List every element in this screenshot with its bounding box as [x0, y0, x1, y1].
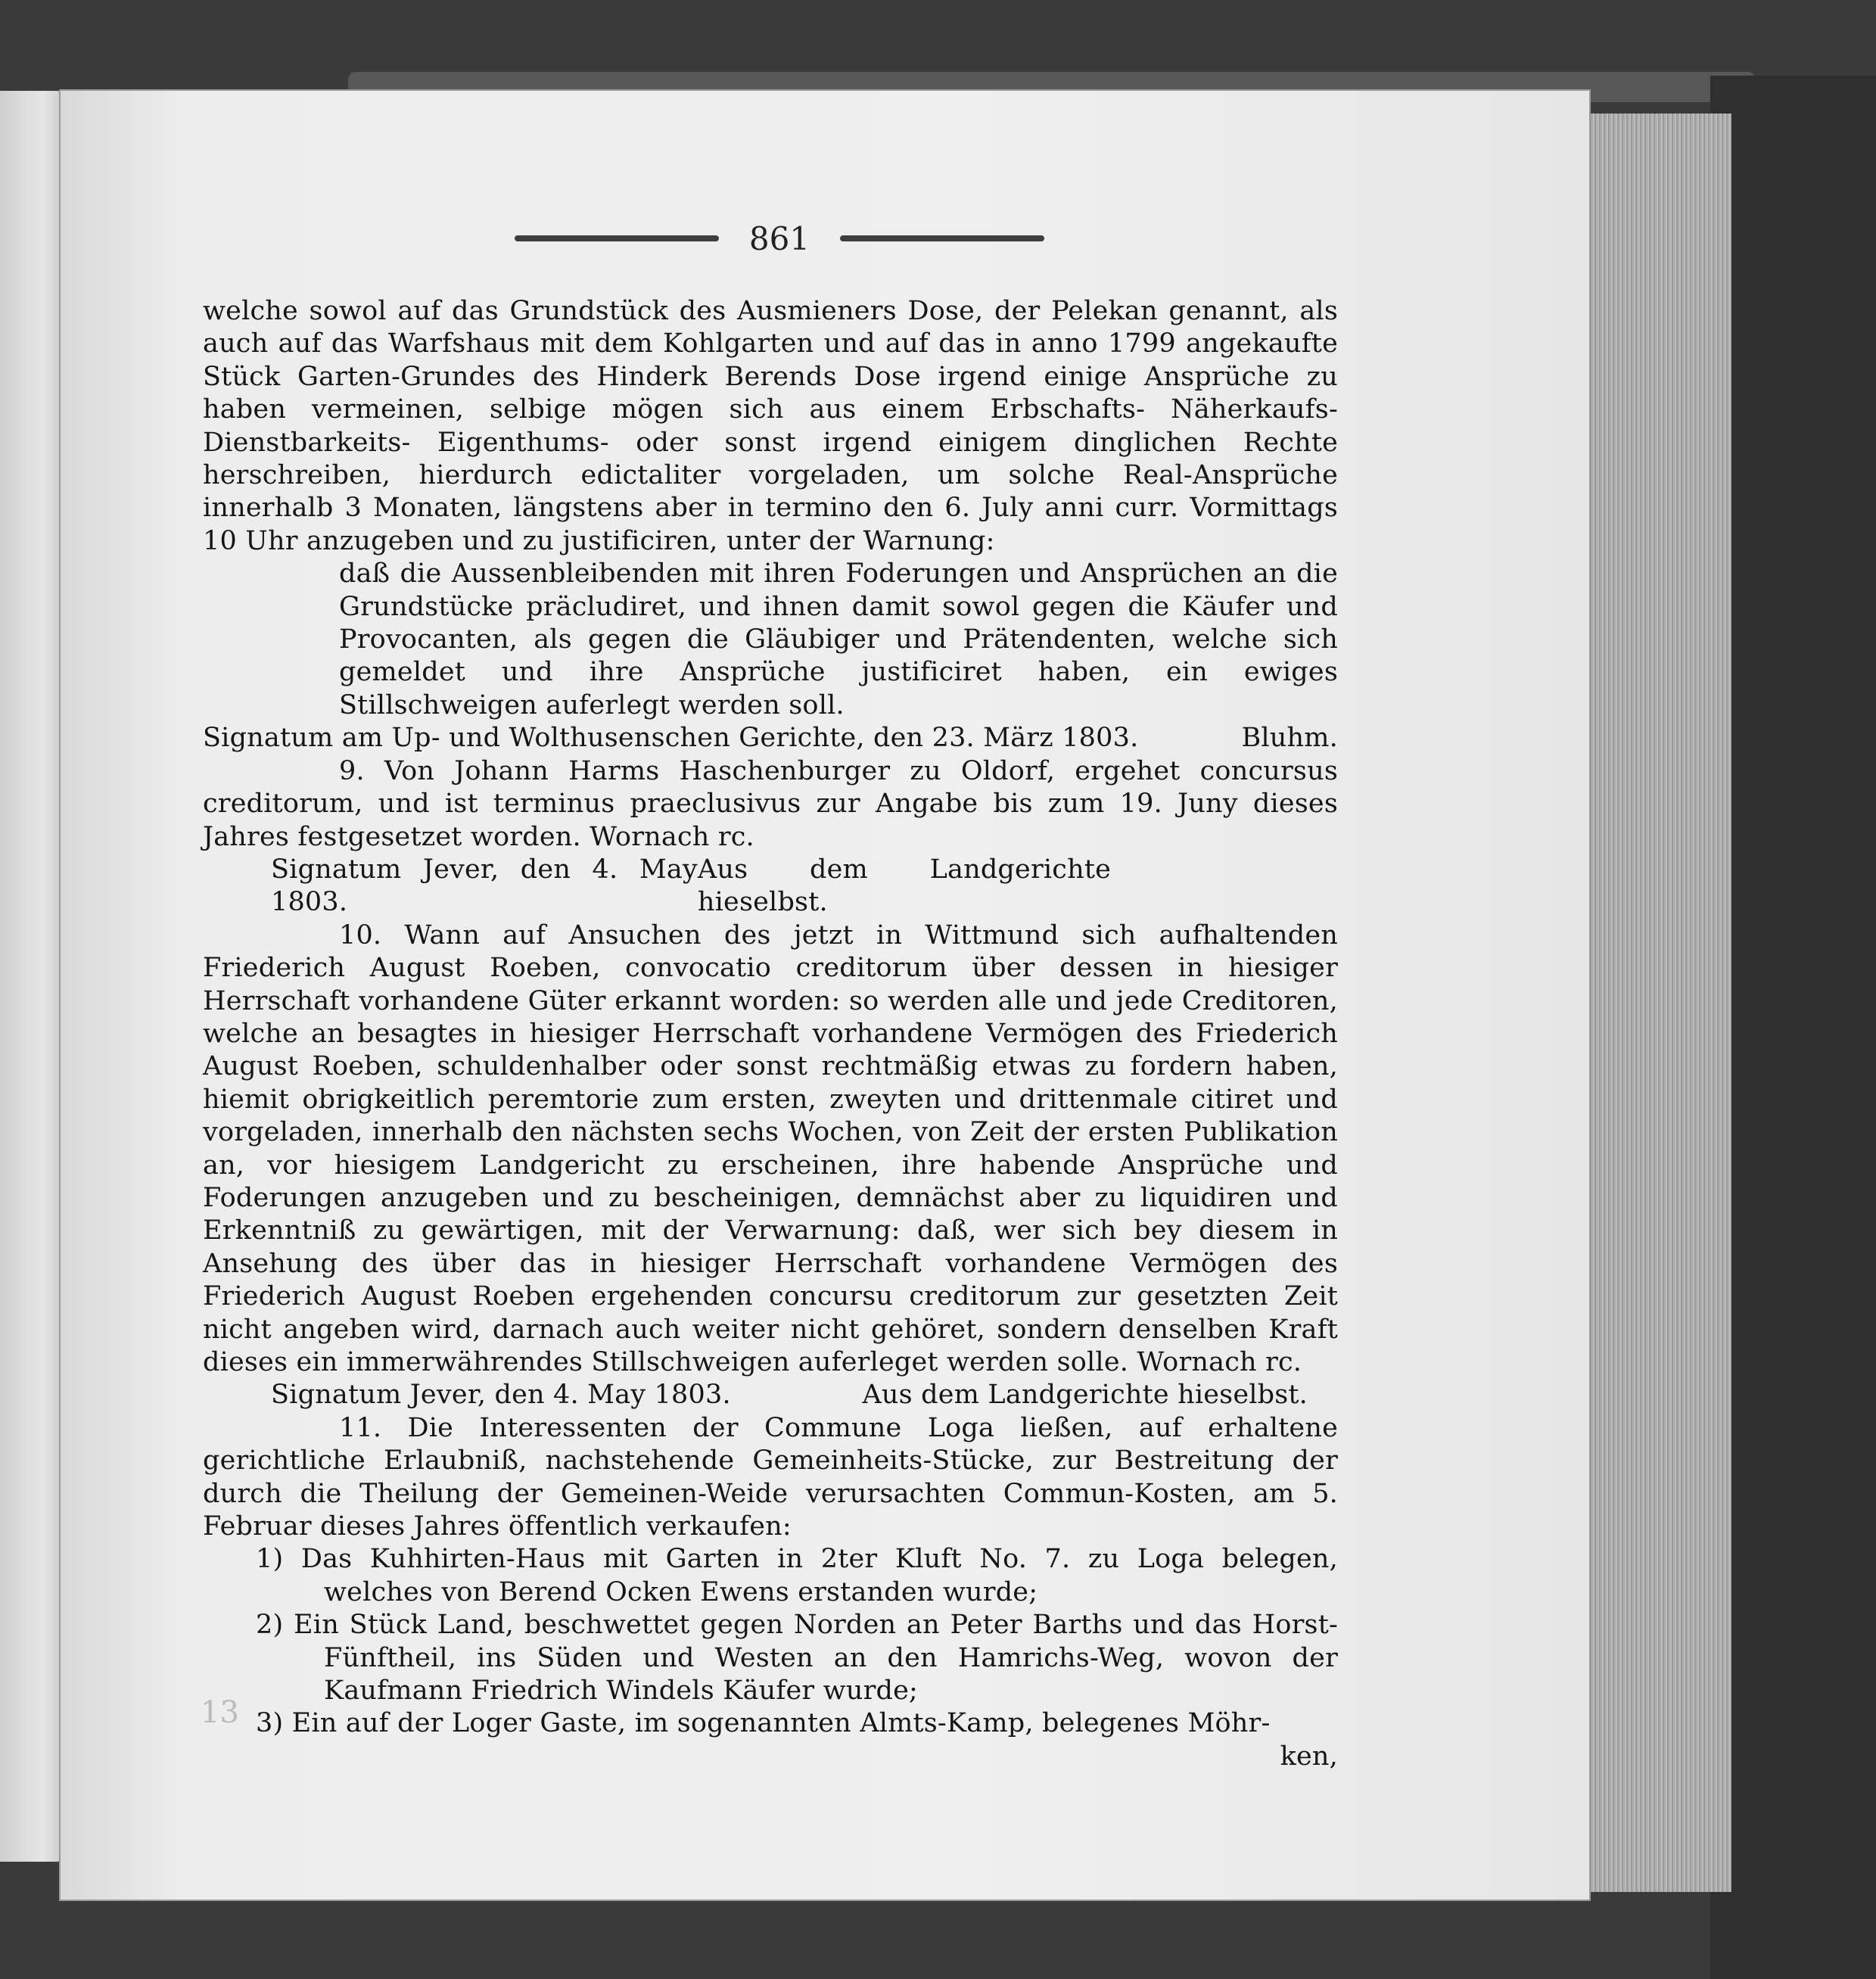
list-item: 1) Das Kuhhirten-Haus mit Garten in 2ter Kluft No. 7. zu Loga belegen, welches von Berend Ocken Ewens erstanden wurde;: [256, 1544, 1338, 1607]
signature-line: [203, 1379, 1338, 1411]
notice-11: 11. Die Interessenten der Commune Loga ließen, auf erhaltene gerichtliche Erlaubniß, nachstehende Gemeinheits-Stücke, zur Bestreitung der durch die Theilung der Gemeinen-Weide verursachten Commun-Kosten, am 5. Februar dieses Jahres öffentlich verkaufen:: [203, 1412, 1338, 1542]
page-body: [203, 295, 1338, 1773]
notice-9: 9. Von Johann Harms Haschenburger zu Oldorf, ergehet concursus creditorum, und ist terminus praeclusivus zur Angabe bis zum 19. Juny dieses Jahres festgesetzet worden. Wornach rc.: [203, 755, 1338, 852]
notice-10: 10. Wann auf Ansuchen des jetzt in Wittmund sich aufhaltenden Friederich August Roeben, convocatio creditorum über dessen in hiesiger Herrschaft vorhandene Güter erkannt worden: so werden alle und jede Creditoren, welche an besagtes in hiesiger Herrschaft vorhandene Vermögen des Friederich August Roeben, schuldenhalber oder sonst rechtmäßig etwas zu fordern haben, hiemit obrigkeitlich peremtorie zum ersten, zweyten und drittenmale citiret und vorgeladen, innerhalb den nächsten sechs Wochen, von Zeit der ersten Publikation an, vor hiesigem Landgericht zu erscheinen, ihre habende Ansprüche und Foderungen anzugeben und zu bescheinigen, demnächst aber zu liquidiren und Erkenntniß zu gewärtigen, mit der Verwarnung: daß, wer sich bey diesem in Ansehung des über das in hiesiger Herrschaft vorhandene Vermögen des Friederich August Roeben ergehenden concursu creditorum zur gesetzten Zeit nicht angeben wird, darnach auch weiter nicht gehöret, sondern denselben Kraft dieses ein immerwährendes Stillschweigen auferleget werden solle. Wornach rc.: [203, 919, 1338, 1377]
paragraph-continuation: welche sowol auf das Grundstück des Ausmieners Dose, der Pelekan genannt, als auch auf das Warfshaus mit dem Kohlgarten und auf das in anno 1799 angekaufte Stück Garten-Grundes des Hinderk Berends Dose irgend einige Ansprüche zu haben vermeinen, selbige mögen sich aus einem Erbschafts- Näherkaufs- Dienstbarkeits- Eigenthums- oder sonst irgend einigem dinglichen Rechte herschreiben, hierdurch edictaliter vorgeladen, um solche Real-Ansprüche innerhalb 3 Monaten, längstens aber in termino den 6. July anni curr. Vormittags 10 Uhr anzugeben und zu justificiren, unter der Warnung:: [203, 296, 1338, 556]
signature-name: Bluhm.: [1241, 723, 1338, 754]
book-binding: [1710, 76, 1876, 1979]
page-header: [499, 216, 1059, 261]
warning-clause: daß die Aussenbleibenden mit ihren Foderungen und Ansprüchen an die Grundstücke präcludiret, und ihnen damit sowol gegen die Käufer und Provocanten, als gegen die Gläubiger und Prätendenten, welche sich gemeldet und ihre Ansprüche justificiret haben, ein ewiges Stillschweigen auferlegt werden soll.: [339, 559, 1338, 720]
marginal-mark: 13: [201, 1695, 239, 1730]
page-number: 861: [748, 219, 810, 257]
signature-authority: Aus dem Landgerichte hieselbst.: [697, 854, 1111, 918]
signature-place-date: Signatum Jever, den 4. May 1803.: [271, 1380, 731, 1411]
header-rule-left: [515, 235, 719, 241]
signature-place-date: Signatum Jever, den 4. May 1803.: [271, 854, 698, 918]
header-rule-right: [840, 235, 1044, 241]
signature-place-date: Signatum am Up- und Wolthusenschen Gerichte, den 23. März 1803.: [203, 723, 1139, 754]
list-item: 3) Ein auf der Loger Gaste, im sogenannten Almts-Kamp, belegenes Möhr-: [256, 1708, 1271, 1739]
list-item: 2) Ein Stück Land, beschwettet gegen Norden an Peter Barths und das Horst-Fünftheil, ins Süden und Westen an den Hamrichs-Weg, wovon der Kaufmann Friedrich Windels Käufer wurde;: [256, 1610, 1338, 1707]
signature-authority: Aus dem Landgerichte hieselbst.: [862, 1380, 1308, 1411]
signature-line: [203, 722, 1338, 755]
signature-line: [203, 854, 1338, 919]
catchword: ken,: [1280, 1741, 1338, 1772]
